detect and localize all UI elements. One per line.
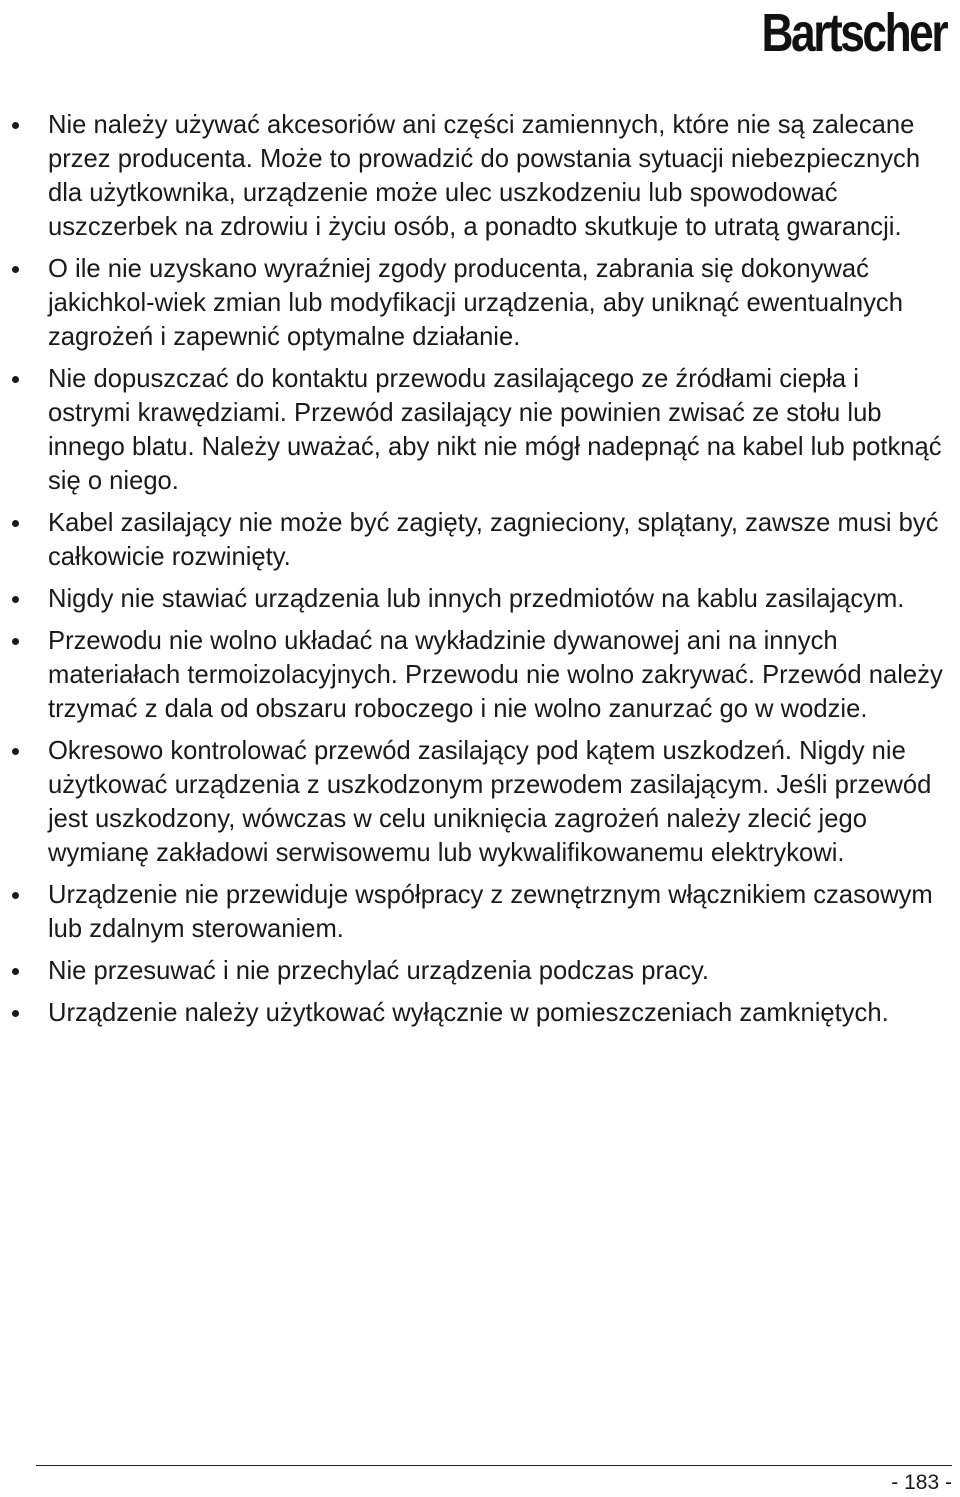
page-number: - 183 - <box>891 1471 952 1494</box>
footer-divider <box>36 1465 952 1466</box>
list-item-text: Nigdy nie stawiać urządzenia lub innych przedmiotów na kablu zasilającym. <box>48 585 905 613</box>
bullet-icon <box>12 376 19 383</box>
bullet-icon <box>12 266 19 273</box>
list-item-text: Urządzenie nie przewiduje współpracy z zewnętrznym włącznikiem czasowym lub zdalnym sterowaniem. <box>48 881 933 943</box>
bullet-icon <box>12 596 19 603</box>
list-item <box>0 582 960 616</box>
bullet-icon <box>12 520 19 527</box>
bullet-icon <box>12 638 19 645</box>
safety-instructions-list <box>0 108 960 1038</box>
bartscher-logo: Bartscher <box>761 3 946 63</box>
list-item <box>0 624 960 726</box>
bullet-icon <box>12 892 19 899</box>
list-item-text: Urządzenie należy użytkować wyłącznie w pomieszczeniach zamkniętych. <box>48 999 889 1027</box>
list-item <box>0 108 960 244</box>
list-item-text: Kabel zasilający nie może być zagięty, zagnieciony, splątany, zawsze musi być całkowicie rozwinięty. <box>48 509 939 571</box>
list-item-text: Nie przesuwać i nie przechylać urządzenia podczas pracy. <box>48 957 710 985</box>
list-item-text: Nie dopuszczać do kontaktu przewodu zasilającego ze źródłami ciepła i ostrymi krawędziami. Przewód zasilający nie powinien zwisać ze stołu lub innego blatu. Należy uważać, aby nikt nie mógł nadepnąć na kabel lub potknąć się o niego. <box>48 365 942 495</box>
list-item-text: Nie należy używać akcesoriów ani części zamiennych, które nie są zalecane przez producenta. Może to prowadzić do powstania sytuacji niebezpiecznych dla użytkownika, urządzenie może ulec uszkodzeniu lub spowodować uszczerbek na zdrowiu i życiu osób, a ponadto skutkuje to utratą gwarancji. <box>48 111 921 241</box>
list-item <box>0 362 960 498</box>
bullet-icon <box>12 1010 19 1017</box>
list-item-text: Okresowo kontrolować przewód zasilający pod kątem uszkodzeń. Nigdy nie użytkować urządzenia z uszkodzonym przewodem zasilającym. Jeśli przewód jest uszkodzony, wówczas w celu uniknięcia zagrożeń należy zlecić jego wymianę zakładowi serwisowemu lub wykwalifikowanemu elektrykowi. <box>48 737 932 867</box>
list-item <box>0 252 960 354</box>
bullet-icon <box>12 968 19 975</box>
list-item <box>0 878 960 946</box>
bullet-icon <box>12 748 19 755</box>
list-item <box>0 954 960 988</box>
list-item <box>0 996 960 1030</box>
list-item <box>0 506 960 574</box>
list-item-text: Przewodu nie wolno układać na wykładzinie dywanowej ani na innych materiałach termoizolacyjnych. Przewodu nie wolno zakrywać. Przewód należy trzymać z dala od obszaru roboczego i nie wolno zanurzać go w wodzie. <box>48 627 943 723</box>
list-item <box>0 734 960 870</box>
list-item-text: O ile nie uzyskano wyraźniej zgody producenta, zabrania się dokonywać jakichkol-wiek zmian lub modyfikacji urządzenia, aby uniknąć ewentualnych zagrożeń i zapewnić optymalne działanie. <box>48 255 903 351</box>
bullet-icon <box>12 122 19 129</box>
